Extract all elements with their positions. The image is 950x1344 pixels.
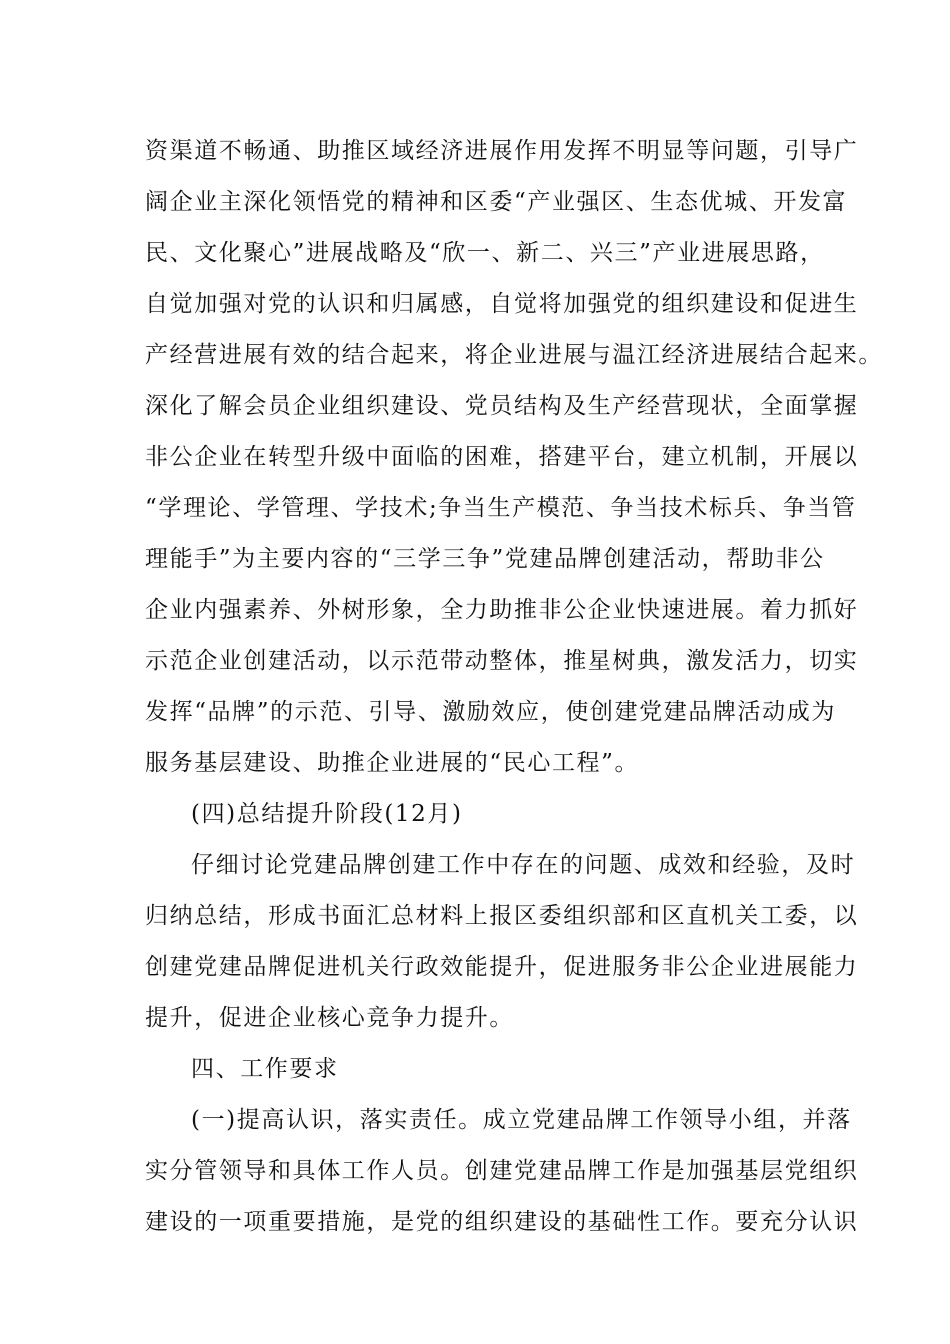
- text-line: 实分管领导和具体工作人员。创建党建品牌工作是加强基层党组织: [145, 1158, 859, 1184]
- text-line: 非公企业在转型升级中面临的困难，搭建平台，建立机制，开展以: [145, 444, 859, 470]
- text-line: 民、文化聚心”进展战略及“欣一、新二、兴三”产业进展思路，: [145, 240, 825, 266]
- text-line: 深化了解会员企业组织建设、党员结构及生产经营现状，全面掌握: [145, 393, 859, 419]
- text-line: “学理论、学管理、学技术;争当生产模范、争当技术标兵、争当管: [145, 495, 857, 521]
- section-heading: 四、工作要求: [191, 1056, 339, 1082]
- text-line: 归纳总结，形成书面汇总材料上报区委组织部和区直机关工委，以: [145, 903, 859, 929]
- text-line: 仔细讨论党建品牌创建工作中存在的问题、成效和经验，及时: [191, 852, 856, 878]
- text-line: 发挥“品牌”的示范、引导、激励效应，使创建党建品牌活动成为: [145, 699, 836, 725]
- text-line: 产经营进展有效的结合起来，将企业进展与温江经济进展结合起来。: [145, 342, 883, 368]
- text-line: 理能手”为主要内容的“三学三争”党建品牌创建活动，帮助非公: [145, 546, 825, 572]
- text-line: 阔企业主深化领悟党的精神和区委“产业强区、生态优城、开发富: [145, 189, 848, 215]
- text-line: 服务基层建设、助推企业进展的“民心工程”。: [145, 750, 640, 776]
- text-line: 企业内强素养、外树形象，全力助推非公企业快速进展。着力抓好: [145, 597, 859, 623]
- text-line: 创建党建品牌促进机关行政效能提升，促进服务非公企业进展能力: [145, 954, 859, 980]
- section-heading: (四)总结提升阶段(12月): [191, 801, 463, 827]
- text-line: 建设的一项重要措施，是党的组织建设的基础性工作。要充分认识: [145, 1209, 859, 1235]
- text-line: 提升，促进企业核心竞争力提升。: [145, 1005, 514, 1031]
- text-line: (一)提高认识，落实责任。成立党建品牌工作领导小组，并落: [191, 1107, 852, 1133]
- text-line: 自觉加强对党的认识和归属感，自觉将加强党的组织建设和促进生: [145, 291, 859, 317]
- text-line: 示范企业创建活动，以示范带动整体，推星树典，激发活力，切实: [145, 648, 859, 674]
- text-line: 资渠道不畅通、助推区域经济进展作用发挥不明显等问题，引导广: [145, 138, 859, 164]
